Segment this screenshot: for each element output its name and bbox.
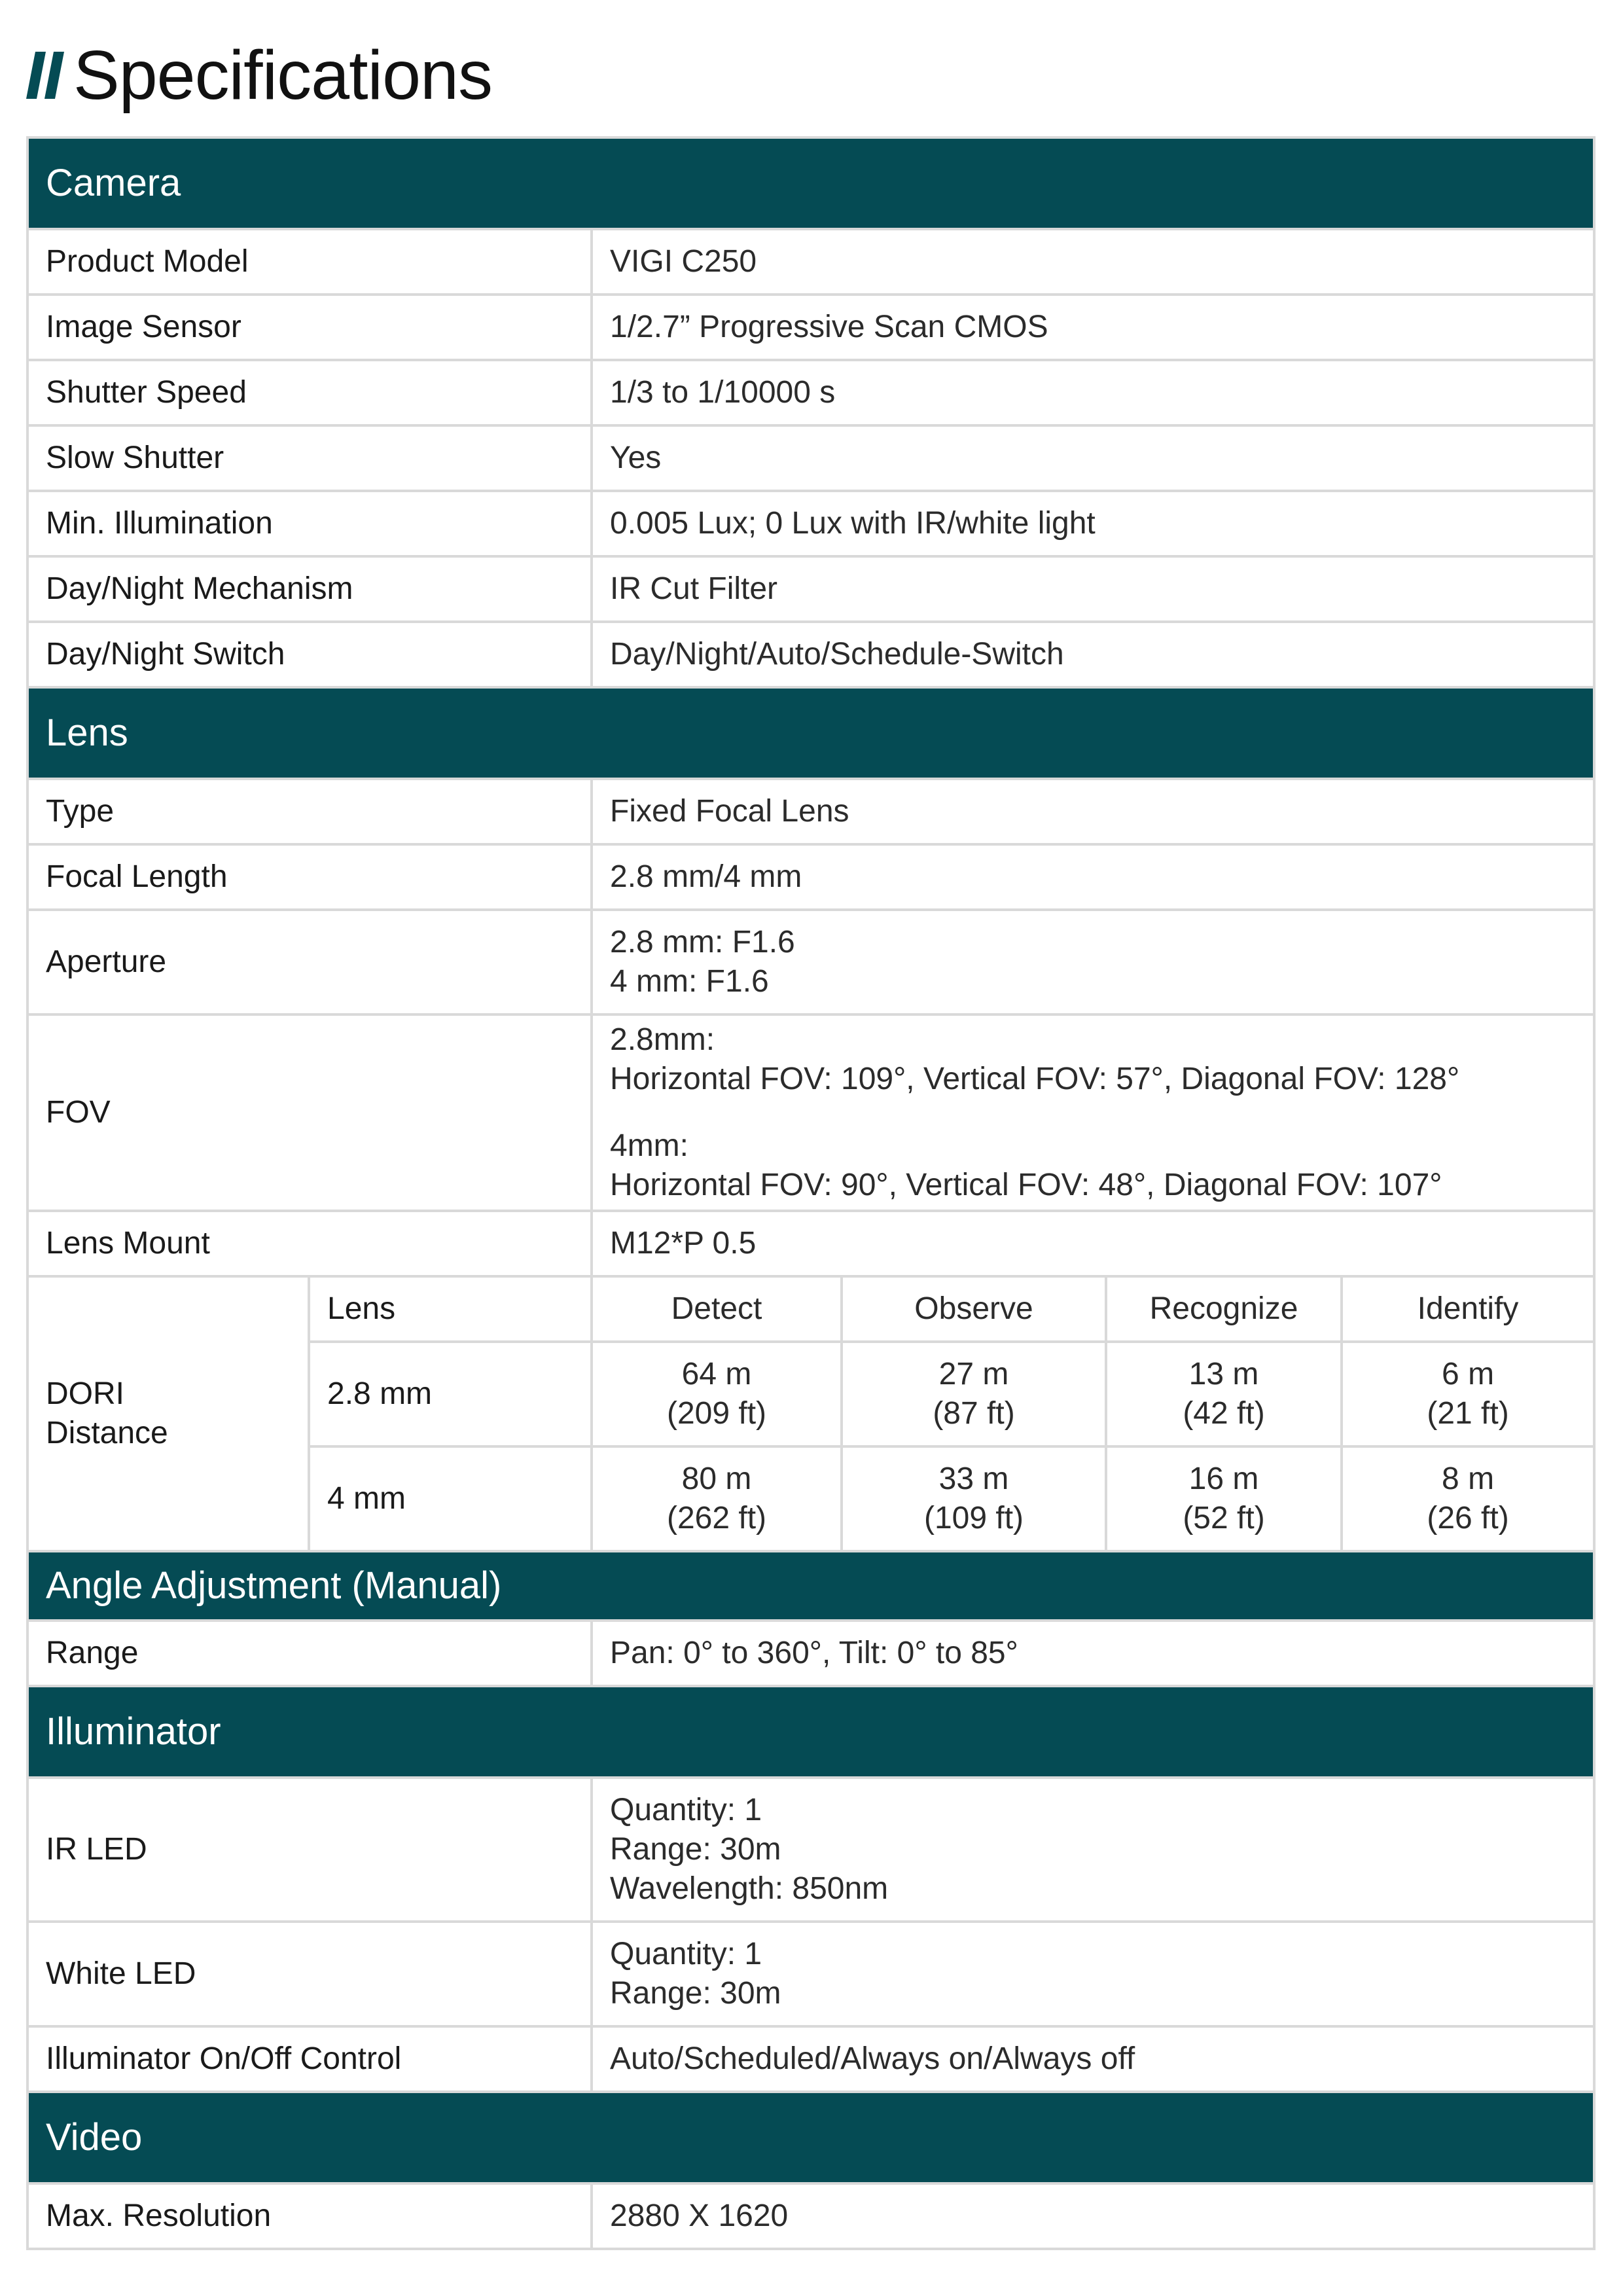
spec-row	[27, 910, 1594, 1014]
spec-row	[27, 844, 1594, 910]
dori-header-row	[27, 1276, 1594, 1342]
dori-cell: 8 m (26 ft)	[1342, 1446, 1594, 1551]
spec-label: Illuminator On/Off Control	[27, 2026, 592, 2092]
spec-row	[27, 425, 1594, 491]
spec-label: Slow Shutter	[27, 425, 592, 491]
spec-label: Day/Night Mechanism	[27, 556, 592, 622]
dori-cell: 16 m (52 ft)	[1106, 1446, 1342, 1551]
spec-value: 2.8 mm/4 mm	[592, 844, 1594, 910]
dori-column-header: Identify	[1342, 1276, 1594, 1342]
spec-label: Day/Night Switch	[27, 622, 592, 687]
value-line: 4 mm: F1.6	[610, 964, 769, 999]
spec-value	[592, 1014, 1594, 1211]
spec-value: Yes	[592, 425, 1594, 491]
spec-value	[592, 1778, 1594, 1922]
spec-label: White LED	[27, 1922, 592, 2026]
spec-value	[592, 1922, 1594, 2026]
section-title: Camera	[27, 137, 1594, 229]
spec-value: Pan: 0° to 360°, Tilt: 0° to 85°	[592, 1621, 1594, 1686]
dori-column-header: Recognize	[1106, 1276, 1342, 1342]
spec-row	[27, 295, 1594, 360]
spec-label: Aperture	[27, 910, 592, 1014]
dori-cell: 80 m (262 ft)	[592, 1446, 842, 1551]
value-line: Horizontal FOV: 90°, Vertical FOV: 48°, Diagonal FOV: 107°	[610, 1168, 1442, 1202]
double-slash-icon	[26, 49, 65, 101]
dori-cell: 33 m (109 ft)	[842, 1446, 1106, 1551]
value-line: Range: 30m	[610, 1976, 781, 2011]
value-line: Quantity: 1	[610, 1793, 762, 1827]
spec-label: Range	[27, 1621, 592, 1686]
spec-value: VIGI C250	[592, 229, 1594, 295]
spec-value: 1/2.7” Progressive Scan CMOS	[592, 295, 1594, 360]
section-header-angle	[27, 1551, 1594, 1621]
spec-value: Day/Night/Auto/Schedule-Switch	[592, 622, 1594, 687]
spec-row	[27, 779, 1594, 844]
spec-table	[26, 136, 1596, 2250]
section-header-illuminator	[27, 1686, 1594, 1778]
spec-row	[27, 1778, 1594, 1922]
dori-lens: 4 mm	[309, 1446, 592, 1551]
spec-value: 1/3 to 1/10000 s	[592, 360, 1594, 425]
dori-label: DORI Distance	[27, 1276, 309, 1551]
spec-label: Max. Resolution	[27, 2183, 592, 2249]
spec-label: Min. Illumination	[27, 491, 592, 556]
spec-label: Image Sensor	[27, 295, 592, 360]
spec-row	[27, 1014, 1594, 1211]
dori-cell: 6 m (21 ft)	[1342, 1342, 1594, 1446]
spec-label: IR LED	[27, 1778, 592, 1922]
dori-column-header: Lens	[309, 1276, 592, 1342]
spec-value: Fixed Focal Lens	[592, 779, 1594, 844]
section-title: Angle Adjustment (Manual)	[27, 1551, 1594, 1621]
value-line: 2.8 mm: F1.6	[610, 925, 795, 960]
section-header-video	[27, 2092, 1594, 2183]
dori-column-header: Observe	[842, 1276, 1106, 1342]
spec-row	[27, 491, 1594, 556]
spec-label: Type	[27, 779, 592, 844]
spec-value: M12*P 0.5	[592, 1211, 1594, 1276]
spec-value: IR Cut Filter	[592, 556, 1594, 622]
spec-row	[27, 360, 1594, 425]
spec-row	[27, 1211, 1594, 1276]
dori-column-header: Detect	[592, 1276, 842, 1342]
dori-cell: 64 m (209 ft)	[592, 1342, 842, 1446]
section-header-lens	[27, 687, 1594, 779]
page-title: Specifications	[73, 36, 493, 114]
value-line: Quantity: 1	[610, 1937, 762, 1971]
spec-row	[27, 229, 1594, 295]
section-title: Lens	[27, 687, 1594, 779]
spec-row	[27, 1922, 1594, 2026]
value-line: 4mm:	[610, 1128, 688, 1163]
spec-row	[27, 2183, 1594, 2249]
spec-row	[27, 556, 1594, 622]
spec-row	[27, 2026, 1594, 2092]
value-line: Wavelength: 850nm	[610, 1871, 889, 1906]
spec-label: Product Model	[27, 229, 592, 295]
value-line: Range: 30m	[610, 1832, 781, 1867]
dori-cell: 13 m (42 ft)	[1106, 1342, 1342, 1446]
dori-lens: 2.8 mm	[309, 1342, 592, 1446]
value-line: Horizontal FOV: 109°, Vertical FOV: 57°, Diagonal FOV: 128°	[610, 1062, 1460, 1096]
spec-value: Auto/Scheduled/Always on/Always off	[592, 2026, 1594, 2092]
spec-value	[592, 910, 1594, 1014]
value-line: 2.8mm:	[610, 1022, 715, 1057]
section-title: Illuminator	[27, 1686, 1594, 1778]
spec-row	[27, 622, 1594, 687]
spec-label: Shutter Speed	[27, 360, 592, 425]
section-title: Video	[27, 2092, 1594, 2183]
page-header	[26, 26, 492, 124]
dori-cell: 27 m (87 ft)	[842, 1342, 1106, 1446]
spec-label: Focal Length	[27, 844, 592, 910]
spec-value: 0.005 Lux; 0 Lux with IR/white light	[592, 491, 1594, 556]
spec-row	[27, 1621, 1594, 1686]
spec-label: Lens Mount	[27, 1211, 592, 1276]
spec-label: FOV	[27, 1014, 592, 1211]
spec-value: 2880 X 1620	[592, 2183, 1594, 2249]
section-header-camera	[27, 137, 1594, 229]
